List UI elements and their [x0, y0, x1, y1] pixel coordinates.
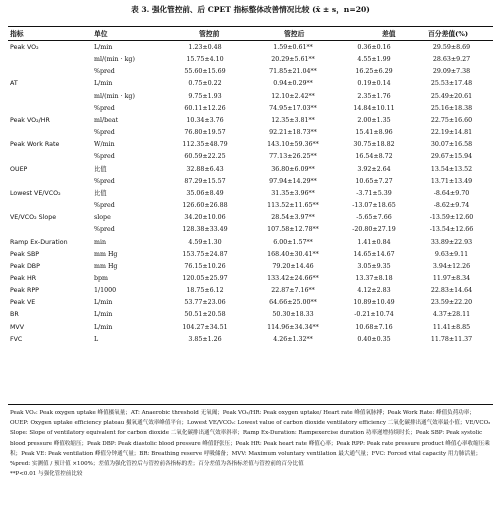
table-row [8, 127, 493, 139]
table-notes [10, 408, 493, 479]
cell-unit: %pred [94, 177, 115, 185]
cell-indicator [8, 91, 92, 103]
cell-pct-diff: 33.89±22.93 [430, 238, 473, 246]
cell-after: 77.13±26.25** [269, 153, 317, 161]
cell-unit: L/min [94, 80, 113, 88]
cell-indicator: Peak VE [10, 299, 36, 307]
cell-unit: %pred [94, 104, 115, 112]
cell-before: 3.85±1.26 [188, 335, 222, 343]
cell-indicator: BR [10, 311, 19, 319]
cpet-table [8, 42, 493, 346]
cell-after: 168.40±30.41** [267, 250, 319, 258]
table-row [8, 261, 493, 273]
cell-before: 126.60±26.88 [182, 202, 228, 210]
cell-pct-diff: 4.37±28.11 [432, 311, 471, 319]
table-row [8, 164, 493, 176]
cell-indicator: Lowest VE/VCO₂ [10, 189, 61, 197]
cell-unit: L/min [94, 311, 113, 319]
cell-indicator: Peak Work Rate [10, 141, 60, 149]
header-diff: 差值 [382, 30, 396, 38]
cell-unit: L [94, 335, 99, 343]
cell-before: 104.27±34.51 [182, 323, 228, 331]
cell-diff: 0.19±0.14 [357, 80, 391, 88]
cell-diff: -3.71±5.39 [356, 189, 392, 197]
cell-diff: -13.07±18.65 [352, 202, 396, 210]
cell-after: 107.58±12.78** [267, 226, 319, 234]
cell-after: 1.59±0.61** [273, 44, 313, 51]
cell-unit: L/min [94, 299, 113, 307]
header-after: 管控后 [284, 30, 305, 38]
table-row [8, 42, 493, 54]
cell-after: 0.94±0.29** [273, 80, 313, 88]
cell-before: 32.88±6.43 [186, 165, 224, 173]
cell-after: 92.21±18.73** [269, 129, 317, 137]
cell-indicator: Peak HR [10, 274, 37, 282]
header-pct-diff: 百分差值(%) [428, 30, 469, 38]
cell-before: 53.77±23.06 [184, 299, 226, 307]
cell-after: 97.94±14.29** [269, 177, 317, 185]
cell-diff: 14.65±14.67 [353, 250, 395, 258]
cell-before: 112.35±48.79 [182, 141, 228, 149]
cell-before: 18.75±6.12 [186, 287, 224, 295]
cell-before: 76.80±19.57 [184, 129, 226, 137]
cell-after: 71.85±21.04** [269, 68, 317, 76]
cell-diff: 0.36±0.16 [357, 44, 391, 51]
cell-indicator: Ramp Ex-Duration [10, 238, 68, 246]
cell-unit: %pred [94, 129, 115, 137]
cell-unit: ml/beat [94, 116, 119, 124]
cell-diff: 3.05±9.35 [357, 262, 391, 270]
table-row [8, 322, 493, 334]
cell-after: 4.26±1.32** [273, 335, 313, 343]
cell-unit: L/min [94, 44, 113, 51]
cell-after: 6.00±1.57** [273, 238, 313, 246]
cell-unit: %pred [94, 68, 115, 76]
cell-pct-diff: 29.67±15.94 [430, 153, 473, 161]
cell-after: 143.10±59.36** [267, 141, 319, 149]
cell-diff: -20.80±27.19 [352, 226, 396, 234]
table-row [8, 297, 493, 309]
cell-indicator: OUEP [10, 165, 28, 173]
cell-diff: 16.25±6.29 [355, 68, 393, 76]
table-row [8, 103, 493, 115]
cell-before: 1.23±0.48 [188, 44, 222, 51]
cell-before: 34.20±10.06 [184, 214, 226, 222]
cell-after: 12.35±3.81** [271, 116, 315, 124]
cell-unit: %pred [94, 153, 115, 161]
cell-pct-diff: 13.71±13.49 [430, 177, 473, 185]
cell-unit: mm Hg [94, 262, 118, 270]
cell-pct-diff: 25.16±18.38 [430, 104, 473, 112]
table-row [8, 78, 493, 90]
cell-pct-diff: 3.94±12.26 [432, 262, 471, 270]
table-row [8, 188, 493, 200]
cell-indicator: Peak DBP [10, 262, 40, 270]
cell-before: 87.29±15.57 [184, 177, 226, 185]
table-row [8, 212, 493, 224]
cell-diff: 15.41±8.96 [355, 129, 393, 137]
cell-pct-diff: 29.59±8.69 [432, 44, 471, 51]
cell-diff: 4.55±1.99 [357, 56, 391, 64]
cell-pct-diff: 22.75±16.60 [430, 116, 473, 124]
cell-indicator: AT [10, 80, 18, 88]
table-row [8, 334, 493, 346]
table-body [8, 42, 493, 346]
cell-indicator: MVV [10, 323, 25, 331]
cell-after: 28.54±3.97** [271, 214, 315, 222]
cell-after: 79.20±14.46 [272, 262, 314, 270]
cell-pct-diff: 13.54±13.52 [430, 165, 473, 173]
cell-unit: mm Hg [94, 250, 118, 258]
cell-pct-diff: -13.54±12.66 [429, 226, 474, 234]
cell-after: 74.95±17.03** [269, 104, 317, 112]
table-row [8, 66, 493, 78]
cell-after: 50.30±18.33 [272, 311, 314, 319]
table-row [8, 237, 493, 249]
cell-pct-diff: 11.97±8.34 [432, 274, 471, 282]
cell-before: 153.75±24.87 [182, 250, 228, 258]
cell-diff: 16.54±8.72 [355, 153, 393, 161]
table-row [8, 54, 493, 66]
cell-pct-diff: 22.83±14.64 [430, 287, 473, 295]
cell-before: 120.05±25.97 [182, 274, 228, 282]
cell-diff: 14.84±10.11 [353, 104, 395, 112]
cell-diff: 2.00±1.35 [357, 116, 391, 124]
cell-before: 9.75±1.93 [188, 92, 222, 100]
table-title: 表 3. 强化管控前、后 CPET 指标整体改善情况比较 (x̄ ± s，n=20) [131, 5, 370, 14]
cell-pct-diff: 29.09±7.38 [432, 68, 471, 76]
cell-pct-diff: 30.07±16.58 [430, 141, 473, 149]
cell-indicator [8, 127, 92, 139]
header-indicator: 指标 [10, 30, 24, 38]
table-row [8, 309, 493, 321]
table-row [8, 273, 493, 285]
cell-before: 15.75±4.10 [186, 56, 224, 64]
table-row [8, 91, 493, 103]
cell-pct-diff: 28.63±9.27 [432, 56, 471, 64]
cell-before: 35.06±8.49 [186, 189, 224, 197]
cell-indicator [8, 151, 92, 163]
cell-unit: 比值 [94, 165, 107, 173]
cell-pct-diff: 23.59±22.20 [430, 299, 473, 307]
cell-after: 133.42±24.66** [267, 274, 319, 282]
cell-after: 22.87±7.16** [271, 287, 315, 295]
cell-after: 114.96±34.34** [267, 323, 319, 331]
cell-diff: 3.92±2.64 [357, 165, 391, 173]
cell-indicator: VE/VCO₂ Slope [10, 214, 57, 222]
cell-unit: slope [94, 214, 111, 222]
cell-indicator: Peak SBP [10, 250, 40, 258]
cell-unit: 比值 [94, 189, 107, 197]
cell-before: 10.34±3.76 [186, 116, 224, 124]
cell-diff: 10.65±7.27 [355, 177, 393, 185]
cell-diff: 13.37±8.18 [355, 274, 393, 282]
cell-pct-diff: 22.19±14.81 [430, 129, 473, 137]
cell-unit: ml/(min · kg) [94, 56, 135, 64]
cell-pct-diff: 25.53±17.48 [430, 80, 473, 88]
cell-diff: 10.89±10.49 [353, 299, 395, 307]
cell-unit: L/min [94, 323, 113, 331]
cell-after: 31.35±3.96** [271, 189, 315, 197]
cell-diff: 2.35±1.76 [357, 92, 391, 100]
significance-footnote: **P<0.01 与强化管控前比较 [10, 471, 83, 478]
cell-before: 60.11±12.26 [184, 104, 226, 112]
cell-after: 12.10±2.42** [271, 92, 315, 100]
cell-before: 76.15±10.26 [184, 262, 226, 270]
cell-after: 113.52±11.65** [267, 202, 319, 210]
cell-before: 50.51±20.58 [184, 311, 226, 319]
cell-unit: ml/(min · kg) [94, 92, 135, 100]
cell-unit: min [94, 238, 107, 246]
cell-unit: %pred [94, 226, 115, 234]
cell-indicator: Peak VO₂ [10, 44, 39, 51]
table-row [8, 249, 493, 261]
cell-diff: 1.41±0.84 [357, 238, 391, 246]
cell-indicator [8, 66, 92, 78]
table-row [8, 151, 493, 163]
table-row [8, 200, 493, 212]
cell-indicator [8, 103, 92, 115]
cell-before: 0.75±0.22 [188, 80, 222, 88]
cell-after: 64.66±25.00** [269, 299, 317, 307]
cell-diff: 0.40±0.35 [357, 335, 391, 343]
table-row [8, 285, 493, 297]
cell-pct-diff: 11.78±11.37 [430, 335, 473, 343]
cell-pct-diff: 11.41±8.85 [432, 323, 471, 331]
header-rule [8, 40, 493, 41]
header-unit: 单位 [94, 30, 108, 38]
cell-diff: -0.21±10.74 [354, 311, 394, 319]
cell-pct-diff: -8.62±9.74 [433, 202, 470, 210]
cell-before: 55.60±15.69 [184, 68, 226, 76]
cell-after: 36.80±6.09** [271, 165, 315, 173]
abbreviation-notes: Peak VO₂: Peak oxygen uptake 峰值摄氧量；AT: Anaerobic threshold 无氧阈；Peak VO₂/HR: Peak oxygen uptake/ Heart rate 峰值氧脉搏；Peak Work Rate: 峰值负荷功率；OUEP: Oxygen uptake efficiency plateau 摄氧通气效率峰值平台；Lowest VE/VCO₂: Lowest value of carbon dioxide ventilatory efficiency 二氧化碳排出通气效率最小值；VE/VCO₂ Slope: Slope of ventilatory equivalent for carbon dioxide 二氧化碳排出通气效率斜率；Ramp Ex-Duration: Rampexercise duration 功率递增持续时长；Peak SBP: Peak systolic blood pressure 峰值收缩压；Peak DBP: Peak diastolic blood pressure 峰值舒张压；Peak HR: Peak heart rate 峰值心率；Peak RPP: Peak rate pressure product 峰值心率收缩压乘积；Peak VE: Peak ventilation 峰值分钟通气量；BR: Breathing reserve 呼吸储备；MVV: Maximum voluntary ventilation 最大通气量；FVC: Forced vital capacity 用力肺活量；%pred: 实测值 / 预计值 ×100%；差值为强化管控后与管控前各指标的差；百分差值为各指标差值与管控前的百分比值 [10, 410, 491, 468]
bottom-rule [8, 404, 493, 405]
cell-indicator [8, 54, 92, 66]
cell-before: 128.38±33.49 [182, 226, 228, 234]
cell-diff: -5.65±7.66 [356, 214, 392, 222]
cell-indicator: FVC [10, 335, 23, 343]
cell-indicator [8, 176, 92, 188]
cell-pct-diff: 9.63±9.11 [434, 250, 469, 258]
cell-indicator [8, 200, 92, 212]
table-row [8, 176, 493, 188]
cell-before: 4.59±1.30 [188, 238, 222, 246]
cell-unit: 1/1000 [94, 287, 117, 295]
table-row [8, 139, 493, 151]
cell-unit: W/min [94, 141, 115, 149]
cell-diff: 30.75±18.82 [353, 141, 395, 149]
cell-pct-diff: -8.64±9.70 [433, 189, 470, 197]
table-row [8, 224, 493, 236]
cell-indicator: Peak VO₂/HR [10, 116, 50, 124]
cell-after: 20.29±5.61** [271, 56, 315, 64]
cell-indicator: Peak RPP [10, 287, 39, 295]
header-before: 管控前 [199, 30, 220, 38]
cell-unit: bpm [94, 274, 109, 282]
cell-diff: 10.68±7.16 [355, 323, 393, 331]
cell-diff: 4.12±2.83 [357, 287, 391, 295]
table-row [8, 115, 493, 127]
cell-pct-diff: 25.49±20.61 [430, 92, 473, 100]
top-rule [8, 26, 493, 27]
cell-before: 60.59±22.25 [184, 153, 226, 161]
cell-unit: %pred [94, 202, 115, 210]
cell-pct-diff: -13.59±12.60 [429, 214, 474, 222]
cell-indicator [8, 224, 92, 236]
